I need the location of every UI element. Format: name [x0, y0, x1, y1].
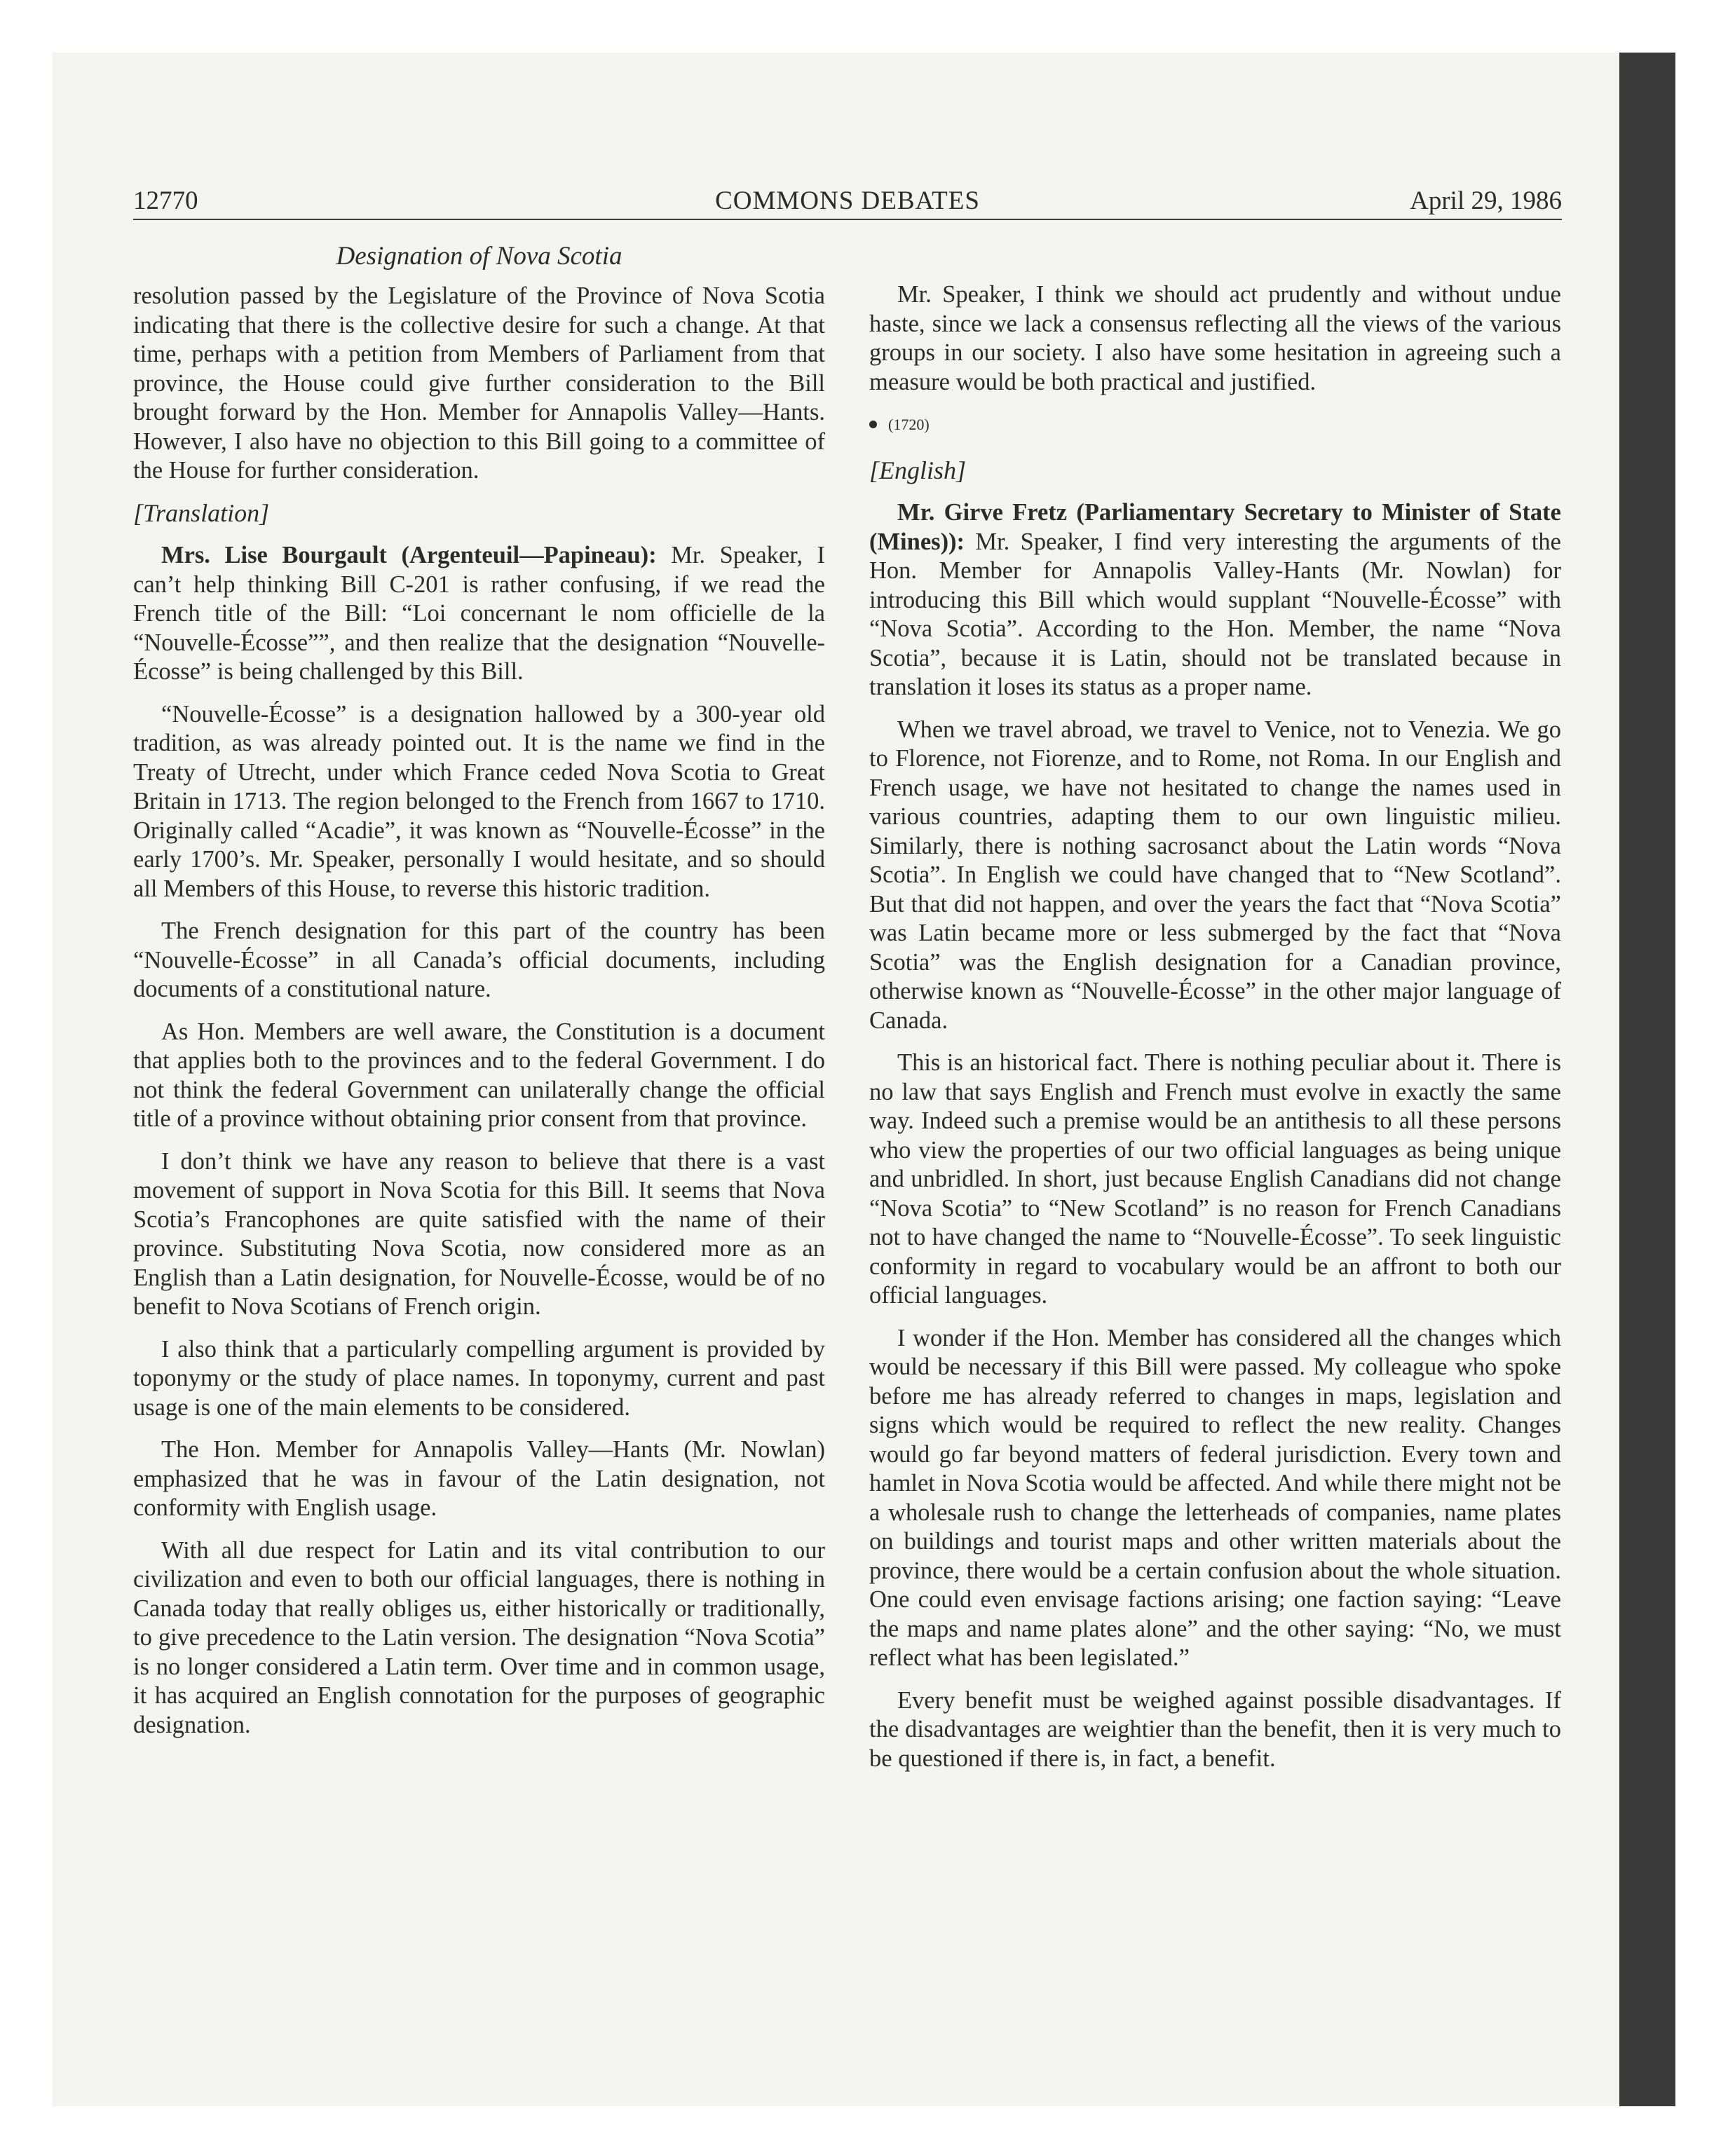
speech-paragraph — [133, 541, 825, 687]
binding-edge — [1619, 53, 1675, 2106]
paragraph: resolution passed by the Legislature of the Province of Nova Scotia indicating that there is the collective desire for such a change. At that time, perhaps with a petition from Members of Parliament from that province, the House could give further consideration to the Bill brought forward by the Hon. Member for Annapolis Valley—Hants. However, I also have no objection to this Bill going to a committee of the House for further consideration. — [133, 282, 825, 484]
paragraph: I also think that a particularly compelling argument is provided by toponymy or the study of place names. In toponymy, current and past usage is one of the main elements to be considered. — [133, 1335, 825, 1421]
bullet-icon — [869, 421, 877, 428]
page-number: 12770 — [133, 186, 198, 215]
paragraph: The Hon. Member for Annapolis Valley—Hants (Mr. Nowlan) emphasized that he was in favour of the Latin designation, not conformity with English usage. — [133, 1436, 825, 1521]
paragraph: The French designation for this part of the country has been “Nouvelle-Écosse” in all Canada’s official documents, including documents of a constitutional nature. — [133, 917, 825, 1002]
hansard-page — [133, 184, 1562, 1772]
paragraph: As Hon. Members are well aware, the Constitution is a document that applies both to the provinces and to the federal Government. I do not think the federal Government can unilaterally change the official title of a province without obtaining prior consent from that province. — [133, 1018, 825, 1132]
sitting-date: April 29, 1986 — [1410, 186, 1562, 215]
speaker-name: Mr. Girve Fretz (Parliamentary Secretary to Minister of State (Mines)): — [869, 499, 1561, 555]
running-header — [133, 184, 1562, 220]
speech-text: Mr. Speaker, I can’t help thinking Bill C-201 is rather confusing, if we read the French title of the Bill: “Loi concernant le nom officielle de la “Nouvelle-Écosse””, and then realize that the designation “Nouvelle-Écosse” is being challenged by this Bill. — [133, 542, 825, 685]
paragraph: Every benefit must be weighed against possible disadvantages. If the disadvantages are weightier than the benefit, then it is very much to be questioned if there is, in fact, a benefit. — [869, 1686, 1561, 1772]
paragraph: This is an historical fact. There is nothing peculiar about it. There is no law that says English and French must evolve in exactly the same way. Indeed such a premise would be an antithesis to all these persons who view the properties of our two official languages as being unique and unbridled. In short, just because English Canadians did not change “Nova Scotia” to “New Scotland” is no reason for French Canadians not to have changed the name to “Nouvelle-Écosse”. To seek linguistic conformity in regard to vocabulary would be an affront to both our official languages. — [869, 1049, 1561, 1309]
speech-text: Mr. Speaker, I find very interesting the arguments of the Hon. Member for Annapolis Valley-Hants (Mr. Nowlan) for introducing this Bill which would supplant “Nouvelle-Écosse” with “Nova Scotia”. According to the Hon. Member, the name “Nova Scotia”, because it is Latin, should not be translated because in translation it loses its status as a proper name. — [869, 528, 1561, 700]
speech-paragraph — [869, 498, 1561, 702]
paragraph: I don’t think we have any reason to believe that there is a vast movement of support in Nova Scotia for this Bill. It seems that Nova Scotia’s Francophones are quite satisfied with the name of their province. Substituting Nova Scotia, now considered more as an English than a Latin designation, for Nouvelle-Écosse, would be of no benefit to Nova Scotians of French origin. — [133, 1147, 825, 1320]
paragraph: When we travel abroad, we travel to Venice, not to Venezia. We go to Florence, not Fiorenze, and to Rome, not Roma. In our English and French usage, we have not hesitated to change the names used in various countries, adapting them to our own linguistic milieu. Similarly, there is nothing sacrosanct about the Latin words “Nova Scotia”. In English we could have changed that to “New Scotland”. But that did not happen, and over the years the fact that “Nova Scotia” was Latin became more or less submerged by the fact that “Nova Scotia” was the English designation for a Canadian province, otherwise known as “Nouvelle-Écosse” in the other major language of Canada. — [869, 716, 1561, 1034]
english-marker: [English] — [869, 456, 967, 484]
paragraph: I wonder if the Hon. Member has considered all the changes which would be necessary if this Bill were passed. My colleague who spoke before me has already referred to changes in maps, legislation and signs which would be required to reflect the new reality. Changes would go far beyond matters of federal jurisdiction. Every town and hamlet in Nova Scotia would be affected. And while there might not be a wholesale rush to change the letterheads of companies, name plates on buildings and tourist maps and other written materials about the province, there would be a certain confusion about the whole situation. One could even envisage factions arising; one faction saying: “Leave the maps and name plates alone” and the other saying: “No, we must reflect what has been legislated.” — [869, 1324, 1561, 1671]
left-column — [133, 282, 825, 1753]
right-column — [869, 280, 1561, 1787]
speaker-name: Mrs. Lise Bourgault (Argenteuil—Papineau): — [161, 542, 657, 568]
time-stamp: (1720) — [888, 416, 930, 433]
paragraph: “Nouvelle-Écosse” is a designation hallowed by a 300-year old tradition, as was already pointed out. It is the name we find in the Treaty of Utrecht, under which France ceded Nova Scotia to Great Britain in 1713. The region belonged to the French from 1667 to 1710. Originally called “Acadie”, it was known as “Nouvelle-Écosse” in the early 1700’s. Mr. Speaker, personally I would hesitate, and so should all Members of this House, to reverse this historic tradition. — [133, 700, 825, 902]
publication-title: COMMONS DEBATES — [715, 186, 980, 215]
paragraph: Mr. Speaker, I think we should act prudently and without undue haste, since we lack a consensus reflecting all the views of the various groups in our society. I also have some hesitation in agreeing such a measure would be both practical and justified. — [869, 281, 1561, 395]
subject-heading: Designation of Nova Scotia — [336, 242, 622, 271]
translation-marker: [Translation] — [133, 498, 270, 527]
paragraph: With all due respect for Latin and its vital contribution to our civilization and even to both our official languages, there is nothing in Canada today that really obliges us, either historically or traditionally, to give precedence to the Latin version. The designation “Nova Scotia” is no longer considered a Latin term. Over time and in common usage, it has acquired an English connotation for the purposes of geographic designation. — [133, 1536, 825, 1738]
time-marker — [869, 410, 1561, 439]
